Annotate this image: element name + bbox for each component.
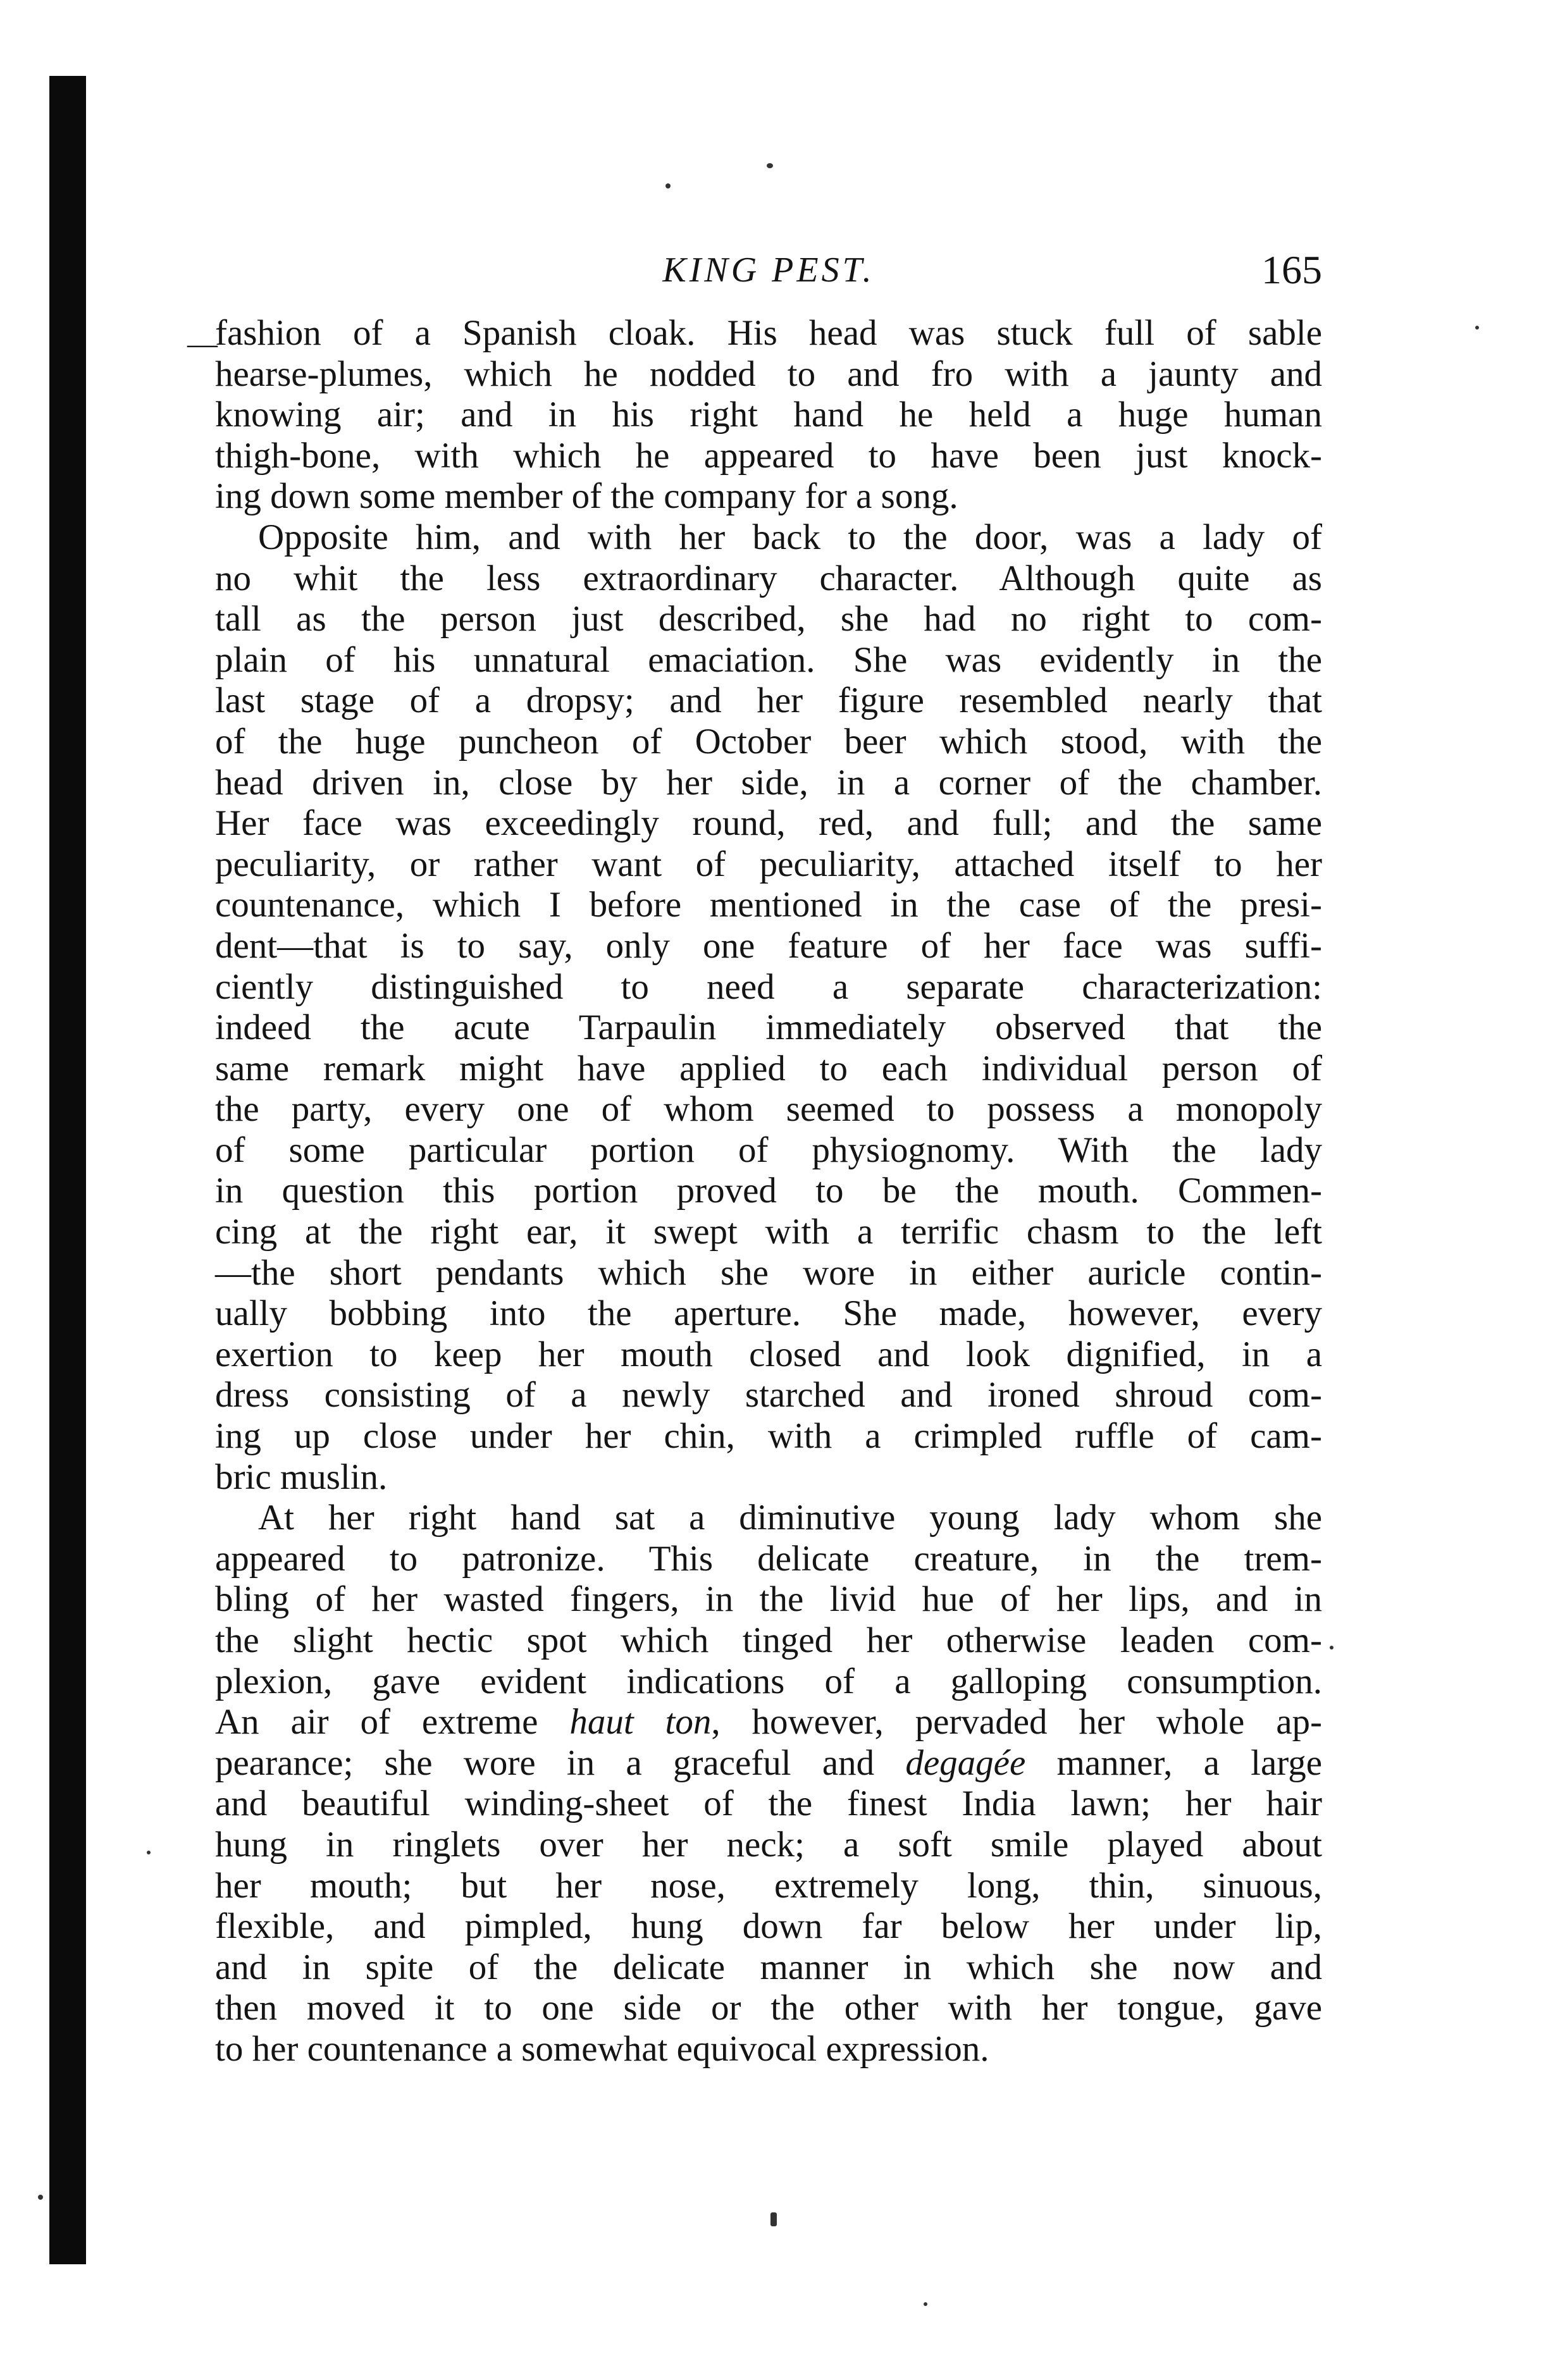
text-line: no whit the less extraordinary character. Although quite as — [215, 558, 1322, 598]
text-line: thigh-bone, with which he appeared to have been just knock- — [215, 435, 1322, 476]
text-line: to her countenance a somewhat equivocal expression. — [215, 2028, 989, 2069]
ink-speck — [147, 1851, 151, 1854]
ink-speck — [38, 2195, 43, 2200]
text-line: pearance; she wore in a graceful and degagée manner, a large — [215, 1742, 1322, 1783]
paragraph — [215, 517, 1322, 1498]
paragraph — [215, 1498, 1322, 2069]
running-head — [215, 242, 1322, 299]
text-line: countenance, which I before mentioned in the case of the presi- — [215, 885, 1322, 925]
text-line: then moved it to one side or the other with her tongue, gave — [215, 1988, 1322, 2028]
text-line: Opposite him, and with her back to the door, was a lady of — [258, 517, 1322, 557]
text-line: last stage of a dropsy; and her figure resembled nearly that — [215, 681, 1322, 721]
binding-edge — [49, 76, 86, 2264]
ink-speck — [1475, 326, 1479, 330]
text-line: cing at the right ear, it swept with a terrific chasm to the left — [215, 1212, 1322, 1252]
text-line: plain of his unnatural emaciation. She was evidently in the — [215, 639, 1322, 680]
text-line: peculiarity, or rather want of peculiarity, attached itself to her — [215, 844, 1322, 884]
text-line: hung in ringlets over her neck; a soft smile played about — [215, 1824, 1322, 1865]
paragraph — [215, 313, 1322, 517]
text-column — [215, 313, 1322, 2070]
text-line: appeared to patronize. This delicate creature, in the trem- — [215, 1538, 1322, 1579]
italic-phrase: degagée — [905, 1742, 1026, 1783]
text-line: plexion, gave evident indications of a galloping consumption. — [215, 1661, 1322, 1701]
text-line: head driven in, close by her side, in a corner of the chamber. — [215, 762, 1322, 803]
text-line: and in spite of the delicate manner in which she now and — [215, 1947, 1322, 1987]
text-line: ciently distinguished to need a separate characterization: — [215, 966, 1322, 1007]
text-line: flexible, and pimpled, hung down far below her under lip, — [215, 1906, 1322, 1947]
text-line: ually bobbing into the aperture. She made, however, every — [215, 1293, 1322, 1334]
text-line: hearse-plumes, which he nodded to and fro with a jaunty and — [215, 354, 1322, 394]
margin-dash: — — [187, 327, 218, 361]
text-line: the party, every one of whom seemed to possess a monopoly — [215, 1089, 1322, 1130]
text-line: dent—that is to say, only one feature of her face was suffi- — [215, 925, 1322, 966]
page-number: 165 — [1261, 247, 1322, 292]
text-line: same remark might have applied to each individual person of — [215, 1048, 1322, 1088]
italic-phrase: haut ton — [569, 1702, 712, 1742]
ink-speck — [1330, 1646, 1333, 1649]
text-line: At her right hand sat a diminutive young lady whom she — [258, 1498, 1322, 1538]
text-line: of some particular portion of physiognomy. With the lady — [215, 1130, 1322, 1170]
ink-speck — [770, 2212, 777, 2226]
text-line: An air of extreme haut ton, however, pervaded her whole ap- — [215, 1702, 1322, 1742]
text-line: tall as the person just described, she had no right to com- — [215, 599, 1322, 639]
text-line: ing up close under her chin, with a crimpled ruffle of cam- — [215, 1416, 1322, 1457]
running-title: KING PEST. — [662, 250, 875, 290]
text-line: dress consisting of a newly starched and ironed shroud com- — [215, 1375, 1322, 1415]
text-line: and beautiful winding-sheet of the finest India lawn; her hair — [215, 1784, 1322, 1824]
text-line: bling of her wasted fingers, in the livid hue of her lips, and in — [215, 1579, 1322, 1620]
text-line: bric muslin. — [215, 1457, 388, 1497]
text-line: her mouth; but her nose, extremely long, thin, sinuous, — [215, 1865, 1322, 1906]
ink-speck — [924, 2302, 927, 2306]
text-line: Her face was exceedingly round, red, and full; and the same — [215, 803, 1322, 844]
ink-speck — [665, 183, 671, 188]
text-line: exertion to keep her mouth closed and look dignified, in a — [215, 1334, 1322, 1374]
ink-speck — [767, 163, 773, 168]
text-line: indeed the acute Tarpaulin immediately observed that the — [215, 1008, 1322, 1048]
text-line: of the huge puncheon of October beer which stood, with the — [215, 721, 1322, 761]
text-line: ing down some member of the company for a song. — [215, 476, 958, 517]
text-line: knowing air; and in his right hand he held a huge human — [215, 395, 1322, 435]
text-line: —the short pendants which she wore in either auricle contin- — [215, 1252, 1322, 1293]
text-line: in question this portion proved to be the mouth. Commen- — [215, 1171, 1322, 1211]
text-line: the slight hectic spot which tinged her otherwise leaden com- — [215, 1620, 1322, 1660]
text-line: fashion of a Spanish cloak. His head was stuck full of sable — [215, 313, 1322, 353]
